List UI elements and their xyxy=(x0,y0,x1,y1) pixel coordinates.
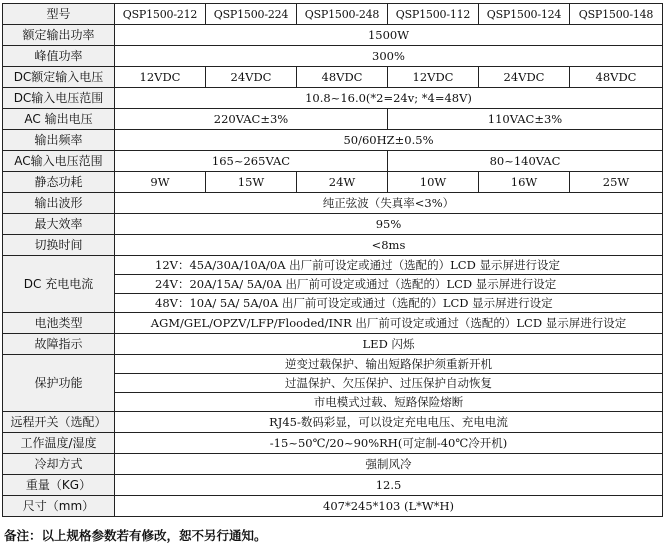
row-label: 静态功耗 xyxy=(3,172,115,193)
table-row xyxy=(3,151,663,172)
table-row xyxy=(3,475,663,496)
model-name: QSP1500-212 xyxy=(115,4,206,25)
row-label: 切换时间 xyxy=(3,235,115,256)
table-row xyxy=(3,496,663,517)
cell-value: 165~265VAC xyxy=(115,151,388,172)
table-row xyxy=(3,25,663,46)
row-value: 300% xyxy=(115,46,663,67)
row-label: 重量（KG） xyxy=(3,475,115,496)
row-value: RJ45-数码彩显，可以设定充电电压、充电电流 xyxy=(115,412,663,433)
row-label: 输出频率 xyxy=(3,130,115,151)
cell-value: 12VDC xyxy=(115,67,206,88)
table-row xyxy=(3,67,663,88)
table-row xyxy=(3,235,663,256)
table-row xyxy=(3,313,663,334)
row-value: 纯正弦波（失真率<3%） xyxy=(115,193,663,214)
row-label: AC输入电压范围 xyxy=(3,151,115,172)
cell-value: 80~140VAC xyxy=(388,151,663,172)
table-row xyxy=(3,46,663,67)
cell-value: 24VDC xyxy=(479,67,570,88)
row-value: 407*245*103 (L*W*H) xyxy=(115,496,663,517)
spec-table xyxy=(2,3,663,517)
row-label: 额定输出功率 xyxy=(3,25,115,46)
table-row xyxy=(3,433,663,454)
cell-value: 12VDC xyxy=(388,67,479,88)
row-label: DC输入电压范围 xyxy=(3,88,115,109)
row-label: DC额定输入电压 xyxy=(3,67,115,88)
cell-value: 220VAC±3% xyxy=(115,109,388,130)
row-label: DC 充电电流 xyxy=(3,256,115,313)
protection-line: 过温保护、欠压保护、过压保护自动恢复 xyxy=(115,374,662,393)
model-name: QSP1500-224 xyxy=(206,4,297,25)
cell-value: 24VDC xyxy=(206,67,297,88)
type-label: 型号 xyxy=(3,4,115,25)
table-row xyxy=(3,454,663,475)
table-row xyxy=(3,214,663,235)
charge-current-line: 48V：10A/ 5A/ 5A/0A 出厂前可设定或通过（选配的）LCD 显示屏进行设定 xyxy=(155,296,553,310)
cell-value: 48VDC xyxy=(570,67,663,88)
cell-value: 48VDC xyxy=(297,67,388,88)
row-label: 故障指示 xyxy=(3,334,115,355)
table-row-header xyxy=(3,4,663,25)
cell-value: 24W xyxy=(297,172,388,193)
table-row xyxy=(3,412,663,433)
row-label: 峰值功率 xyxy=(3,46,115,67)
row-value: 强制风冷 xyxy=(115,454,663,475)
table-row xyxy=(3,355,663,412)
cell-value: 110VAC±3% xyxy=(388,109,663,130)
row-value: -15~50℃/20~90%RH(可定制-40℃冷开机) xyxy=(115,433,663,454)
row-value: LED 闪烁 xyxy=(115,334,663,355)
row-label: 电池类型 xyxy=(3,313,115,334)
row-label: 尺寸（mm） xyxy=(3,496,115,517)
table-row xyxy=(3,130,663,151)
model-name: QSP1500-124 xyxy=(479,4,570,25)
protection-line: 逆变过载保护、输出短路保护须重新开机 xyxy=(115,355,662,374)
row-label: 输出波形 xyxy=(3,193,115,214)
table-row xyxy=(3,193,663,214)
charge-current-line: 12V：45A/30A/10A/0A 出厂前可设定或通过（选配的）LCD 显示屏进行设定 xyxy=(115,256,662,275)
table-row xyxy=(3,109,663,130)
table-row xyxy=(3,256,663,313)
protection-line: 市电模式过载、短路保险熔断 xyxy=(313,395,464,409)
cell-value: 9W xyxy=(115,172,206,193)
row-label: 最大效率 xyxy=(3,214,115,235)
model-name: QSP1500-248 xyxy=(297,4,388,25)
model-name: QSP1500-112 xyxy=(388,4,479,25)
row-value: <8ms xyxy=(115,235,663,256)
row-value: 50/60HZ±0.5% xyxy=(115,130,663,151)
row-label: 工作温度/湿度 xyxy=(3,433,115,454)
table-row xyxy=(3,334,663,355)
footnote: 备注：以上规格参数若有修改，恕不另行通知。 xyxy=(4,528,267,543)
row-label: 冷却方式 xyxy=(3,454,115,475)
row-label: 保护功能 xyxy=(3,355,115,412)
row-value: AGM/GEL/OPZV/LFP/Flooded/INR 出厂前可设定或通过（选配的）LCD 显示屏进行设定 xyxy=(115,313,663,334)
row-label: AC 输出电压 xyxy=(3,109,115,130)
cell-value: 10W xyxy=(388,172,479,193)
row-value: 10.8~16.0(*2=24v; *4=48V) xyxy=(115,88,663,109)
model-name: QSP1500-148 xyxy=(570,4,663,25)
protection-cell xyxy=(115,355,663,412)
row-value: 12.5 xyxy=(115,475,663,496)
cell-value: 25W xyxy=(570,172,663,193)
table-row xyxy=(3,172,663,193)
charge-current-cell xyxy=(115,256,663,313)
row-label: 远程开关（选配） xyxy=(3,412,115,433)
cell-value: 16W xyxy=(479,172,570,193)
cell-value: 15W xyxy=(206,172,297,193)
charge-current-line: 24V：20A/15A/ 5A/0A 出厂前可设定或通过（选配的）LCD 显示屏进行设定 xyxy=(115,275,662,294)
table-row xyxy=(3,88,663,109)
row-value: 95% xyxy=(115,214,663,235)
row-value: 1500W xyxy=(115,25,663,46)
